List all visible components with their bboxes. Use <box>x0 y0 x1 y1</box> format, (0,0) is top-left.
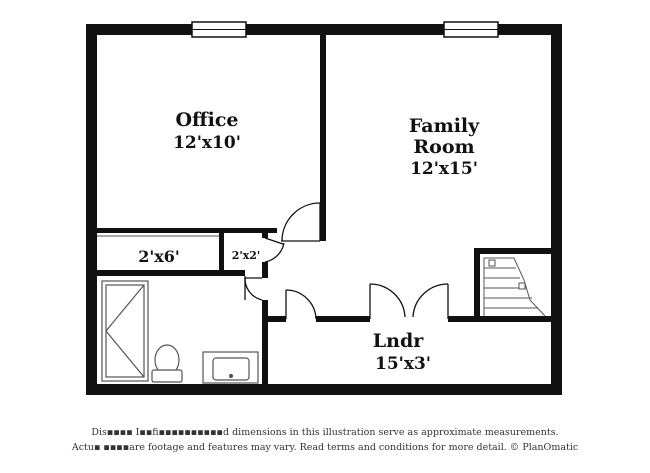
interior-walls <box>97 35 551 384</box>
family-name-line1: Family <box>408 115 480 137</box>
window-office <box>192 22 246 37</box>
room-laundry <box>373 330 431 374</box>
shower-icon <box>102 281 148 381</box>
closet-small-dims: 2'x2' <box>231 249 261 262</box>
door-laundry-left <box>286 290 316 319</box>
closet-large-dims: 2'x6' <box>138 247 180 266</box>
laundry-dims: 15'x3' <box>374 354 432 374</box>
door-office <box>281 203 320 241</box>
family-dims: 12'x15' <box>410 159 478 179</box>
room-office <box>173 109 241 153</box>
toilet-icon <box>152 345 182 382</box>
window-family-room <box>444 22 498 37</box>
disclaimer-line-1: Dis▪▪▪▪ I▪▪fi▪▪▪▪▪▪▪▪▪▪d dimensions in this illustration serve as approximate measurements. <box>91 427 559 438</box>
stairs <box>484 258 545 316</box>
room-family <box>409 115 480 179</box>
laundry-name: Lndr <box>372 330 424 352</box>
family-name-line2: Room <box>413 136 475 158</box>
door-laundry-double <box>370 284 448 319</box>
door-bath <box>245 276 262 300</box>
disclaimer-line-2: Actu▪ ▪▪▪▪are footage and features may vary. Read terms and conditions for more detail. © PlanOmatic <box>71 442 579 453</box>
office-name: Office <box>175 109 239 131</box>
office-dims: 12'x10' <box>173 133 241 153</box>
sink-icon <box>203 352 258 383</box>
